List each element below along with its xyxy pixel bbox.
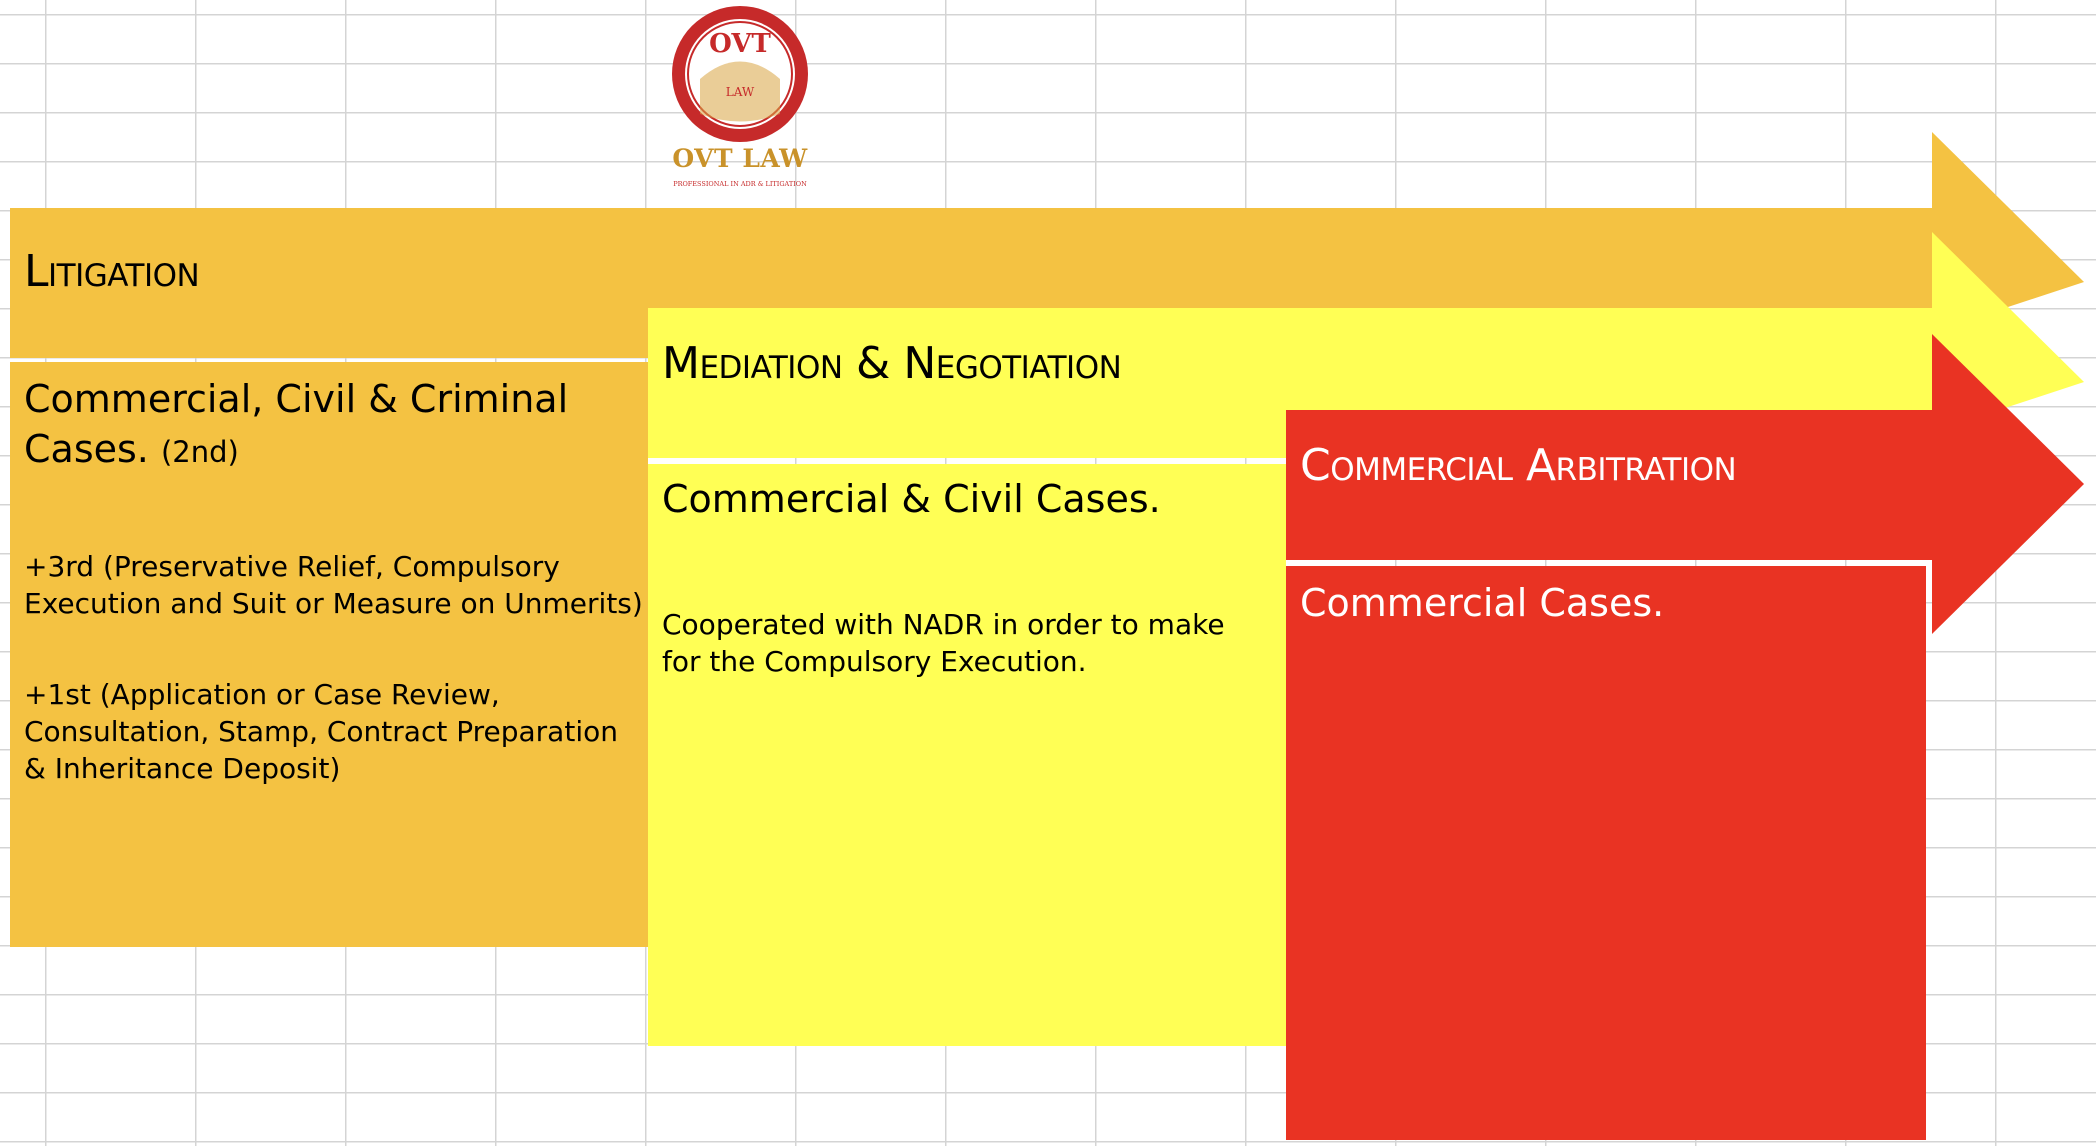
- litigation-subtitle-note: (2nd): [160, 435, 239, 469]
- litigation-title: Litigation: [24, 246, 200, 297]
- arbitration-arrow-head-icon: [1932, 334, 2084, 634]
- litigation-item-2: +1st (Application or Case Review, Consultation, Stamp, Contract Preparation & Inheritance Deposit): [24, 678, 618, 785]
- litigation-item-1: +3rd (Preservative Relief, Compulsory Execution and Suit or Measure on Unmerits): [24, 550, 643, 620]
- arbitration-panel: [1286, 566, 1926, 1140]
- arbitration-subtitle: Commercial Cases.: [1300, 581, 1665, 625]
- mediation-title: Mediation & Negotiation: [662, 338, 1122, 389]
- ovt-law-logo: [660, 4, 820, 196]
- arbitration-arrow-header: [1286, 410, 1933, 560]
- mediation-subtitle: Commercial & Civil Cases.: [662, 477, 1161, 521]
- svg-text:OVT: OVT: [709, 29, 771, 59]
- litigation-panel: [10, 362, 648, 947]
- mediation-description: Cooperated with NADR in order to make for the Compulsory Execution.: [662, 608, 1225, 678]
- litigation-subtitle-main: Commercial, Civil & Criminal Cases.: [24, 377, 569, 471]
- logo-tagline: PROFESSIONAL IN ADR & LITIGATION: [673, 180, 807, 188]
- mediation-panel: [648, 464, 1286, 1046]
- litigation-subtitle: [24, 374, 644, 477]
- svg-text:LAW: LAW: [725, 85, 755, 99]
- arbitration-title: Commercial Arbitration: [1300, 440, 1737, 491]
- logo-name: OVT LAW: [672, 144, 808, 173]
